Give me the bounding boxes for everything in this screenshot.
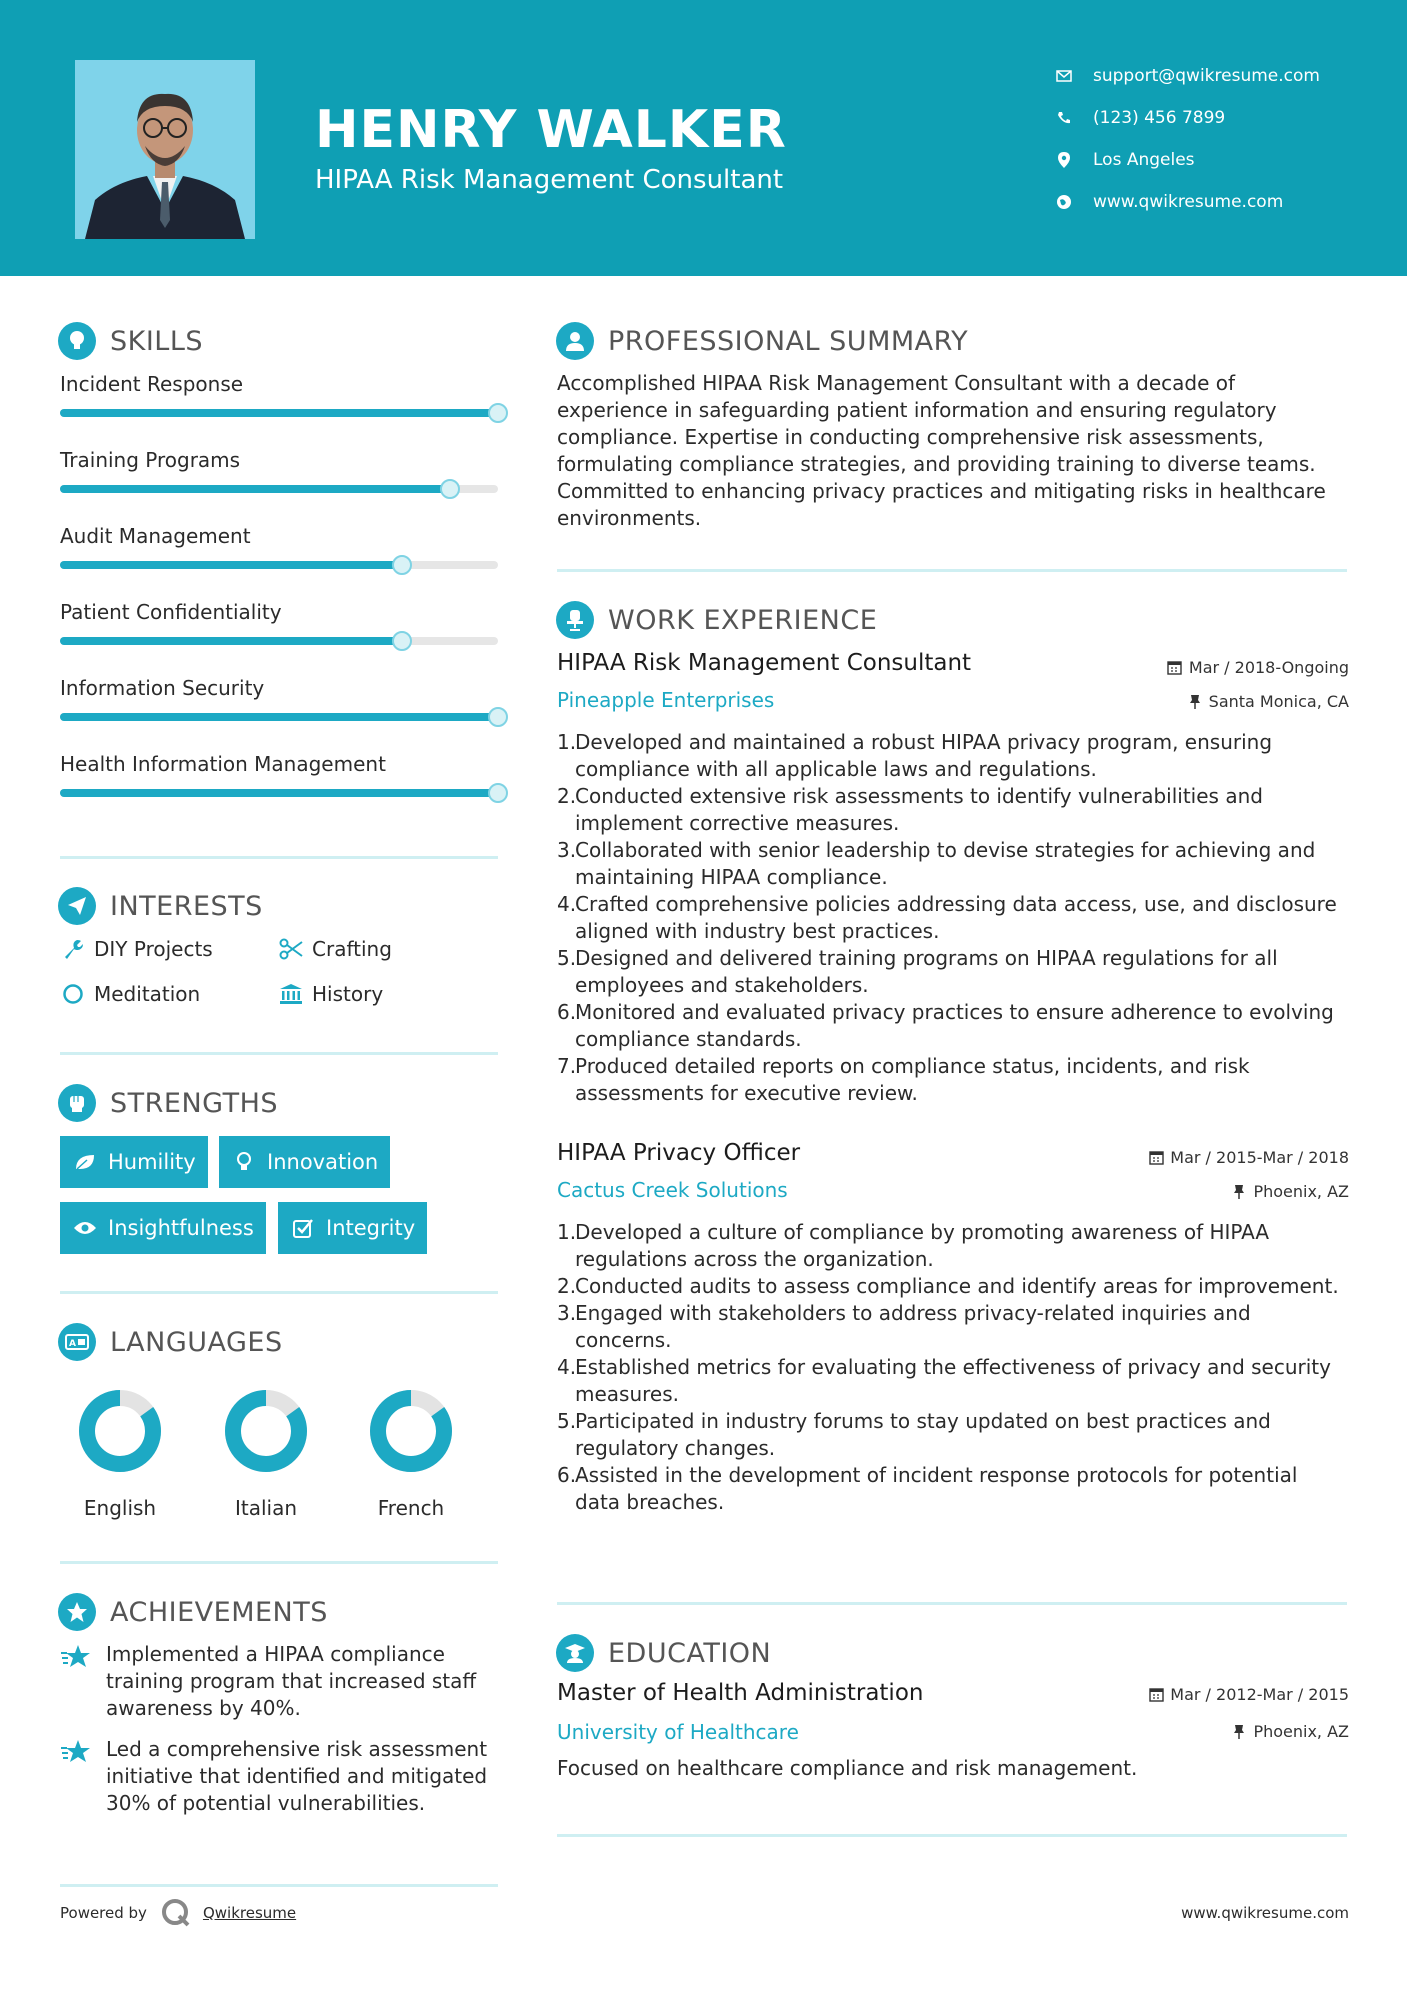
- star-icon: [60, 1736, 92, 1768]
- calendar-icon: [1167, 660, 1183, 676]
- skill-knob: [392, 631, 412, 651]
- list-item: 1. Developed a culture of compliance by promoting awareness of HIPAA regulations across the organization.: [557, 1220, 1270, 1271]
- qwikresume-link[interactable]: Qwikresume: [202, 1904, 297, 1922]
- job-location: Phoenix, AZ: [1231, 1182, 1349, 1201]
- education-dates: Mar / 2012-Mar / 2015: [1148, 1685, 1349, 1704]
- language-item: English: [70, 1386, 170, 1520]
- company-name: Cactus Creek Solutions: [557, 1178, 788, 1202]
- degree-title: Master of Health Administration: [557, 1680, 924, 1706]
- profile-photo: [75, 60, 255, 239]
- job-title: HIPAA Risk Management Consultant: [557, 650, 972, 676]
- skill-item: Audit Management: [60, 524, 500, 548]
- list-item: 2. Conducted audits to assess compliance and identify areas for improvement.: [557, 1274, 1339, 1298]
- language-donut: [366, 1386, 456, 1476]
- skill-item: Incident Response: [60, 372, 500, 396]
- list-item: 4. Crafted comprehensive policies addressing data access, use, and disclosure aligned with industry best practices.: [557, 892, 1337, 943]
- pushpin-icon: [1187, 694, 1203, 710]
- section-divider: [60, 1884, 498, 1887]
- list-item: 7. Produced detailed reports on compliance status, incidents, and risk assessments for executive review.: [557, 1054, 1250, 1105]
- interest-item: Meditation: [60, 981, 200, 1007]
- strength-badge: Integrity: [278, 1202, 427, 1254]
- strength-badge: Humility: [60, 1136, 208, 1188]
- eye-icon: [72, 1215, 98, 1241]
- skill-bar: [60, 409, 498, 417]
- translate-icon: [58, 1323, 96, 1361]
- check-square-icon: [290, 1215, 316, 1241]
- phone-icon: [1055, 109, 1073, 127]
- list-item: 3. Engaged with stakeholders to address privacy-related inquiries and concerns.: [557, 1301, 1251, 1352]
- wrench-icon: [60, 936, 86, 962]
- list-item: 1. Developed and maintained a robust HIPAA privacy program, ensuring compliance with all applicable laws and regulations.: [557, 730, 1273, 781]
- contact-website[interactable]: www.qwikresume.com: [1055, 181, 1320, 223]
- achievements-heading: ACHIEVEMENTS: [58, 1593, 328, 1631]
- list-item: 3. Collaborated with senior leadership to devise strategies for achieving and maintaining HIPAA compliance.: [557, 838, 1316, 889]
- candidate-title: HIPAA Risk Management Consultant: [315, 165, 784, 195]
- skill-knob: [488, 783, 508, 803]
- fist-icon: [58, 1084, 96, 1122]
- section-divider: [60, 1561, 498, 1564]
- skill-bar: [60, 561, 498, 569]
- skill-bar: [60, 789, 498, 797]
- star-icon: [60, 1641, 92, 1673]
- list-item: 6. Monitored and evaluated privacy practices to ensure adherence to evolving compliance standards.: [557, 1000, 1334, 1051]
- language-item: French: [361, 1386, 461, 1520]
- education-description: Focused on healthcare compliance and risk management.: [557, 1756, 1138, 1780]
- achievement-item: Implemented a HIPAA compliance training program that increased staff awareness by 40%.: [60, 1641, 500, 1722]
- skill-knob: [392, 555, 412, 575]
- user-icon: [556, 322, 594, 360]
- strengths-heading: STRENGTHS: [58, 1084, 278, 1122]
- skill-item: Information Security: [60, 676, 500, 700]
- list-item: 5. Participated in industry forums to stay updated on best practices and regulatory changes.: [557, 1409, 1271, 1460]
- qwikresume-logo-icon: [161, 1898, 191, 1928]
- pushpin-icon: [1231, 1724, 1247, 1740]
- powered-by: Powered by Qwikresume: [60, 1898, 296, 1928]
- school-name: University of Healthcare: [557, 1720, 799, 1744]
- skill-item: Health Information Management: [60, 752, 500, 776]
- contact-phone[interactable]: (123) 456 7899: [1055, 97, 1320, 139]
- envelope-icon: [1055, 67, 1073, 85]
- footer-website-link[interactable]: www.qwikresume.com: [1181, 1904, 1349, 1922]
- summary-text: Accomplished HIPAA Risk Management Consultant with a decade of experience in safeguarding patient information and ensuring regulatory compliance. Expertise in conducting comprehensive risk assessments, formulating compliance strategies, and providing training to diverse teams. Committed to enhancing privacy practices and mitigating risks in healthcare environments.: [557, 371, 1326, 530]
- paper-plane-icon: [58, 887, 96, 925]
- scissors-icon: [278, 936, 304, 962]
- skill-knob: [440, 479, 460, 499]
- list-item: 5. Designed and delivered training programs on HIPAA regulations for all employees and stakeholders.: [557, 946, 1278, 997]
- job-dates: Mar / 2018-Ongoing: [1167, 658, 1349, 677]
- chair-icon: [556, 601, 594, 639]
- star-badge-icon: [58, 1593, 96, 1631]
- language-donut: [221, 1386, 311, 1476]
- section-divider: [557, 1834, 1347, 1837]
- interests-heading: INTERESTS: [58, 887, 263, 925]
- languages-heading: A LANGUAGES: [58, 1323, 283, 1361]
- education-location: Phoenix, AZ: [1231, 1722, 1349, 1741]
- work-heading: WORK EXPERIENCE: [556, 601, 877, 639]
- language-donut: [75, 1386, 165, 1476]
- achievement-item: Led a comprehensive risk assessment initiative that identified and mitigated 30% of potential vulnerabilities.: [60, 1736, 500, 1817]
- summary-heading: PROFESSIONAL SUMMARY: [556, 322, 968, 360]
- section-divider: [60, 856, 498, 859]
- skill-item: Patient Confidentiality: [60, 600, 500, 624]
- map-pin-icon: [1055, 151, 1073, 169]
- skill-bar: [60, 637, 498, 645]
- skill-knob: [488, 403, 508, 423]
- job-bullets: [557, 1219, 1347, 1516]
- list-item: 2. Conducted extensive risk assessments to identify vulnerabilities and implement corrective measures.: [557, 784, 1263, 835]
- lightbulb-icon: [58, 322, 96, 360]
- job-dates: Mar / 2015-Mar / 2018: [1148, 1148, 1349, 1167]
- section-divider: [60, 1052, 498, 1055]
- contact-location: Los Angeles: [1055, 139, 1320, 181]
- lightbulb-icon: [231, 1149, 257, 1175]
- calendar-icon: [1148, 1150, 1164, 1166]
- globe-icon: [1055, 193, 1073, 211]
- list-item: 6. Assisted in the development of incident response protocols for potential data breaches.: [557, 1463, 1298, 1514]
- job-title: HIPAA Privacy Officer: [557, 1140, 801, 1166]
- job-location: Santa Monica, CA: [1187, 692, 1349, 711]
- contact-list: [1055, 55, 1320, 223]
- interest-item: DIY Projects: [60, 936, 213, 962]
- skill-bar: [60, 485, 498, 493]
- pushpin-icon: [1231, 1184, 1247, 1200]
- list-item: 4. Established metrics for evaluating the effectiveness of privacy and security measures.: [557, 1355, 1331, 1406]
- interest-item: History: [278, 981, 383, 1007]
- circle-icon: [60, 981, 86, 1007]
- section-divider: [557, 569, 1347, 572]
- strength-badge: Innovation: [219, 1136, 390, 1188]
- skill-bar: [60, 713, 498, 721]
- strength-badge: Insightfulness: [60, 1202, 266, 1254]
- language-item: Italian: [216, 1386, 316, 1520]
- skills-heading: SKILLS: [58, 322, 203, 360]
- interest-item: Crafting: [278, 936, 392, 962]
- museum-icon: [278, 981, 304, 1007]
- skill-knob: [488, 707, 508, 727]
- job-bullets: [557, 729, 1347, 1107]
- leaf-icon: [72, 1149, 98, 1175]
- section-divider: [557, 1602, 1347, 1605]
- section-divider: [60, 1291, 498, 1294]
- calendar-icon: [1148, 1687, 1164, 1703]
- graduate-icon: [556, 1634, 594, 1672]
- contact-email[interactable]: support@qwikresume.com: [1055, 55, 1320, 97]
- company-name: Pineapple Enterprises: [557, 688, 775, 712]
- candidate-name: HENRY WALKER: [315, 100, 787, 160]
- resume-header: [0, 0, 1407, 276]
- education-heading: EDUCATION: [556, 1634, 771, 1672]
- skill-item: Training Programs: [60, 448, 500, 472]
- svg-text:A: A: [69, 1339, 76, 1349]
